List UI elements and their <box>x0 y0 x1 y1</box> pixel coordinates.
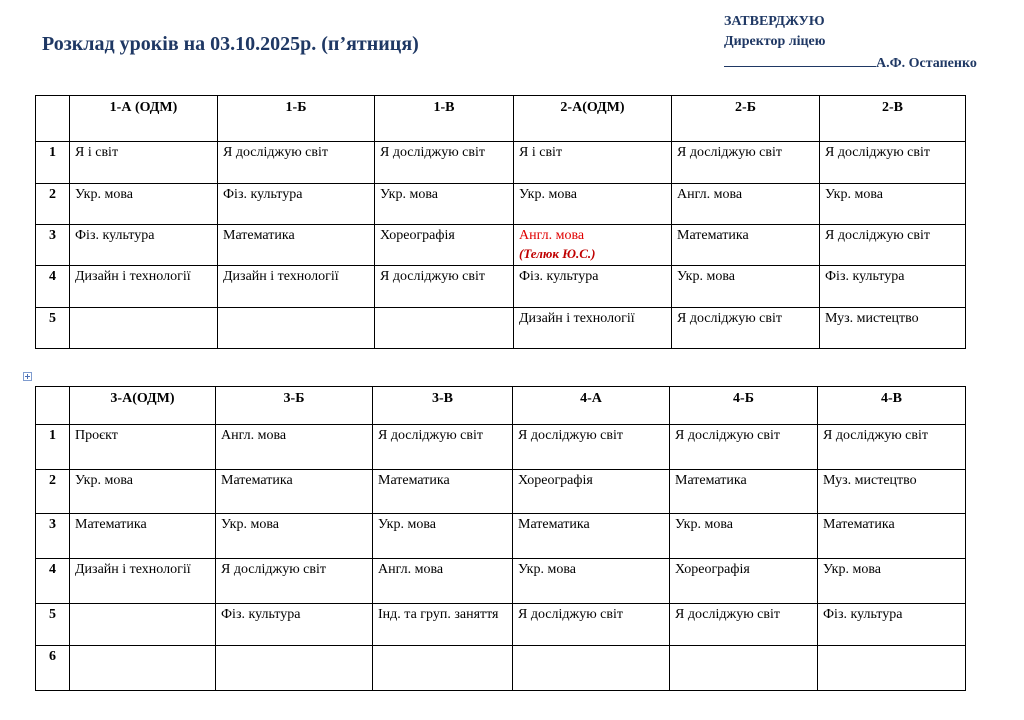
table-row <box>36 559 966 604</box>
lesson-cell: Укр. мова <box>513 559 670 604</box>
lesson-number: 1 <box>36 142 70 184</box>
lesson-cell: Я досліджую світ <box>513 425 670 470</box>
lesson-cell: Фіз. культура <box>818 604 966 646</box>
lesson-cell: Інд. та груп. заняття <box>373 604 513 646</box>
lesson-cell: Укр. мова <box>818 559 966 604</box>
table-row <box>36 646 966 691</box>
lesson-cell: Хореографія <box>513 470 670 514</box>
table-row <box>36 604 966 646</box>
lesson-number: 5 <box>36 604 70 646</box>
class-header: 4-В <box>818 387 966 425</box>
lesson-cell: Англ. мова <box>672 184 820 225</box>
lesson-cell <box>373 646 513 691</box>
lesson-cell: Я досліджую світ <box>672 308 820 349</box>
lesson-cell <box>818 646 966 691</box>
lesson-cell: Дизайн і технології <box>218 266 375 308</box>
director-name: А.Ф. Остапенко <box>876 56 977 71</box>
lesson-cell <box>218 308 375 349</box>
substitute-teacher: (Телюк Ю.С.) <box>519 246 596 261</box>
lesson-cell: Муз. мистецтво <box>818 470 966 514</box>
schedule-table-grades-3-4 <box>35 386 966 691</box>
lesson-cell: Я досліджую світ <box>216 559 373 604</box>
lesson-cell <box>70 646 216 691</box>
schedule-table-grades-1-2 <box>35 95 966 349</box>
lesson-cell: Англ. мова <box>216 425 373 470</box>
lesson-cell: Дизайн і технології <box>70 559 216 604</box>
class-header: 1-В <box>375 96 514 142</box>
table-move-handle-icon[interactable] <box>23 372 32 381</box>
number-header <box>36 96 70 142</box>
lesson-cell: Фіз. культура <box>70 225 218 266</box>
lesson-cell: Математика <box>218 225 375 266</box>
table-row <box>36 266 966 308</box>
lesson-number: 3 <box>36 514 70 559</box>
lesson-cell: Фіз. культура <box>216 604 373 646</box>
lesson-cell: Фіз. культура <box>820 266 966 308</box>
approval-block <box>724 12 977 74</box>
table-row <box>36 225 966 266</box>
lesson-cell: Я досліджую світ <box>670 425 818 470</box>
page-title: Розклад уроків на 03.10.2025р. (п’ятниця) <box>42 33 419 55</box>
signature-line <box>724 52 876 67</box>
lesson-cell: Я досліджую світ <box>375 266 514 308</box>
lesson-cell: Я і світ <box>514 142 672 184</box>
lesson-cell <box>513 646 670 691</box>
class-header: 1-Б <box>218 96 375 142</box>
class-header: 2-Б <box>672 96 820 142</box>
lesson-cell: Укр. мова <box>373 514 513 559</box>
class-header: 2-А(ОДМ) <box>514 96 672 142</box>
table-row <box>36 425 966 470</box>
lesson-cell: Дизайн і технології <box>70 266 218 308</box>
lesson-cell: Укр. мова <box>375 184 514 225</box>
lesson-number: 6 <box>36 646 70 691</box>
lesson-cell: Укр. мова <box>820 184 966 225</box>
lesson-cell: Укр. мова <box>514 184 672 225</box>
table-row <box>36 514 966 559</box>
lesson-cell: Проєкт <box>70 425 216 470</box>
class-header: 3-А(ОДМ) <box>70 387 216 425</box>
number-header <box>36 387 70 425</box>
lesson-cell: Я досліджую світ <box>218 142 375 184</box>
signature-row <box>724 52 977 74</box>
lesson-number: 5 <box>36 308 70 349</box>
lesson-cell: Укр. мова <box>670 514 818 559</box>
lesson-cell: Хореографія <box>375 225 514 266</box>
lesson-cell <box>375 308 514 349</box>
lesson-cell: Математика <box>70 514 216 559</box>
lesson-cell: Укр. мова <box>70 184 218 225</box>
lesson-number: 3 <box>36 225 70 266</box>
lesson-cell: Муз. мистецтво <box>820 308 966 349</box>
class-header: 2-В <box>820 96 966 142</box>
highlighted-subject: Англ. мова <box>519 228 585 243</box>
table-row <box>36 308 966 349</box>
lesson-cell: Я досліджую світ <box>818 425 966 470</box>
lesson-number: 4 <box>36 559 70 604</box>
lesson-cell: Я досліджую світ <box>820 225 966 266</box>
lesson-cell: Математика <box>672 225 820 266</box>
lesson-cell: Фіз. культура <box>218 184 375 225</box>
class-header: 3-Б <box>216 387 373 425</box>
lesson-cell: Математика <box>216 470 373 514</box>
class-header: 4-А <box>513 387 670 425</box>
lesson-cell <box>216 646 373 691</box>
class-header: 4-Б <box>670 387 818 425</box>
table-row <box>36 142 966 184</box>
lesson-cell <box>670 646 818 691</box>
lesson-cell: Математика <box>373 470 513 514</box>
lesson-number: 2 <box>36 184 70 225</box>
lesson-number: 2 <box>36 470 70 514</box>
lesson-cell: Англ. мова <box>373 559 513 604</box>
lesson-cell: Я досліджую світ <box>513 604 670 646</box>
lesson-cell: Я досліджую світ <box>820 142 966 184</box>
director-position: Директор ліцею <box>724 34 826 49</box>
lesson-cell: Укр. мова <box>672 266 820 308</box>
lesson-cell <box>70 604 216 646</box>
lesson-cell: Укр. мова <box>70 470 216 514</box>
table-header-row <box>36 96 966 142</box>
lesson-cell <box>70 308 218 349</box>
lesson-cell: Я і світ <box>70 142 218 184</box>
lesson-cell-highlighted <box>514 225 672 266</box>
approve-label: ЗАТВЕРДЖУЮ <box>724 14 825 29</box>
lesson-cell: Укр. мова <box>216 514 373 559</box>
lesson-cell: Я досліджую світ <box>373 425 513 470</box>
lesson-cell: Математика <box>513 514 670 559</box>
lesson-cell: Я досліджую світ <box>375 142 514 184</box>
class-header: 1-А (ОДМ) <box>70 96 218 142</box>
table-header-row <box>36 387 966 425</box>
lesson-cell: Математика <box>670 470 818 514</box>
lesson-cell: Математика <box>818 514 966 559</box>
lesson-cell: Фіз. культура <box>514 266 672 308</box>
lesson-cell: Дизайн і технології <box>514 308 672 349</box>
lesson-number: 4 <box>36 266 70 308</box>
table-row <box>36 470 966 514</box>
class-header: 3-В <box>373 387 513 425</box>
lesson-number: 1 <box>36 425 70 470</box>
lesson-cell: Хореографія <box>670 559 818 604</box>
table-row <box>36 184 966 225</box>
lesson-cell: Я досліджую світ <box>670 604 818 646</box>
lesson-cell: Я досліджую світ <box>672 142 820 184</box>
